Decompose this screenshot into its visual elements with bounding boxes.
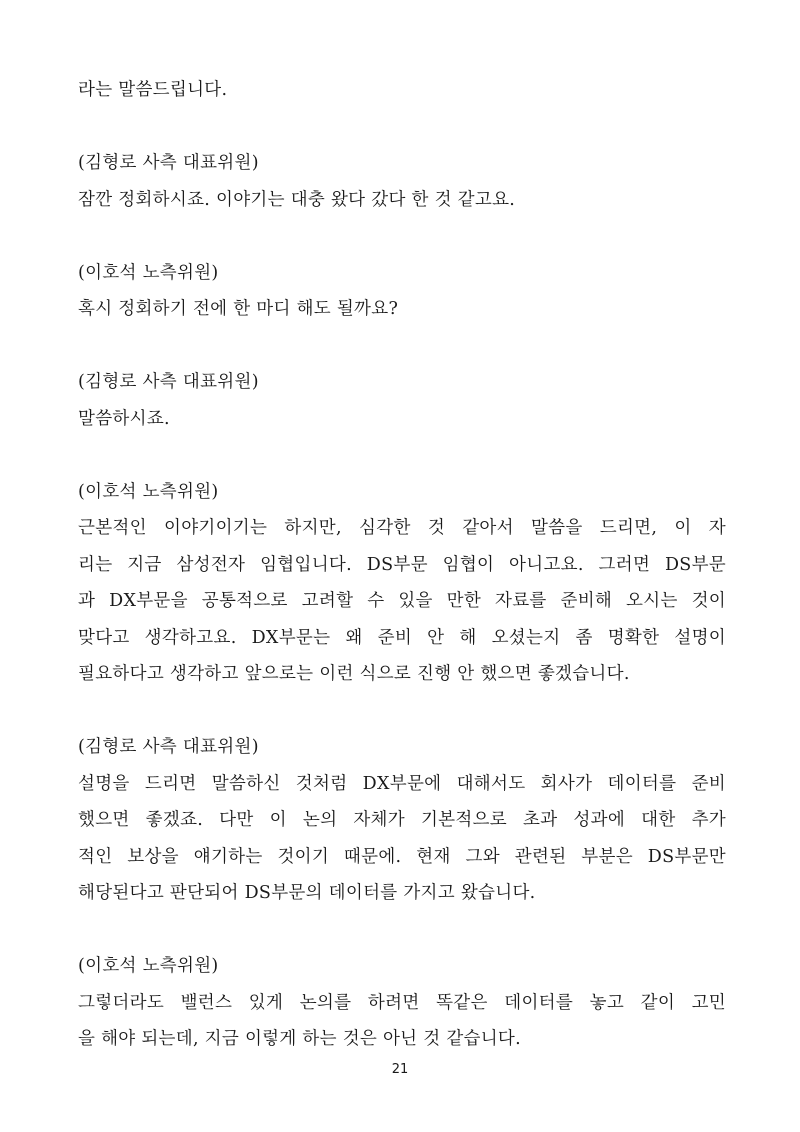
speaker-label: (김형로 사측 대표위원) bbox=[78, 153, 259, 173]
statement-line: 라는 말씀드립니다. bbox=[78, 80, 228, 100]
statement-line: 필요하다고 생각하고 앞으로는 이런 식으로 진행 안 했으면 좋겠습니다. bbox=[78, 664, 630, 684]
statement-line: 했으면 좋겠죠. 다만 이 논의 자체가 기본적으로 초과 성과에 대한 추가 bbox=[78, 810, 726, 830]
paragraph-gap bbox=[78, 693, 726, 730]
paragraph-gap bbox=[78, 437, 726, 474]
transcript-body bbox=[78, 72, 726, 1058]
statement-line: 말씀하시죠. bbox=[78, 408, 170, 429]
paragraph-gap bbox=[78, 912, 726, 949]
paragraph-gap bbox=[78, 218, 726, 255]
paragraph-gap bbox=[78, 328, 726, 365]
speaker-label: (김형로 사측 대표위원) bbox=[78, 737, 259, 757]
statement-line: 그렇더라도 밸런스 있게 논의를 하려면 똑같은 데이터를 놓고 같이 고민 bbox=[78, 992, 726, 1013]
statement-line: 근본적인 이야기이기는 하지만, 심각한 것 같아서 말씀을 드리면, 이 자 bbox=[78, 518, 726, 538]
statement-line: 잠깐 정회하시죠. 이야기는 대충 왔다 갔다 한 것 같고요. bbox=[78, 189, 516, 210]
speaker-label: (이호석 노측위원) bbox=[78, 262, 219, 283]
statement-line: 을 해야 되는데, 지금 이렇게 하는 것은 아닌 것 같습니다. bbox=[78, 1029, 521, 1049]
statement-line: 적인 보상을 얘기하는 것이기 때문에. 현재 그와 관련된 부분은 DS부문만 bbox=[78, 846, 726, 867]
statement-line: 혹시 정회하기 전에 한 마디 해도 될까요? bbox=[78, 299, 399, 319]
page-number: 21 bbox=[391, 1062, 409, 1077]
speaker-label: (이호석 노측위원) bbox=[78, 481, 219, 502]
speaker-label: (이호석 노측위원) bbox=[78, 956, 219, 976]
statement-line: 맞다고 생각하고요. DX부문는 왜 준비 안 해 오셨는지 좀 명확한 설명이 bbox=[78, 627, 726, 648]
statement-line: 리는 지금 삼성전자 임협입니다. DS부문 임협이 아니고요. 그러면 DS부문 bbox=[78, 554, 726, 575]
statement-line: 설명을 드리면 말씀하신 것처럼 DX부문에 대해서도 회사가 데이터를 준비 bbox=[78, 773, 726, 794]
speaker-label: (김형로 사측 대표위원) bbox=[78, 372, 259, 392]
statement-line: 과 DX부문을 공통적으로 고려할 수 있을 만한 자료를 준비해 오시는 것이 bbox=[78, 591, 726, 611]
statement-line: 해당된다고 판단되어 DS부문의 데이터를 가지고 왔습니다. bbox=[78, 883, 536, 903]
paragraph-gap bbox=[78, 109, 726, 146]
